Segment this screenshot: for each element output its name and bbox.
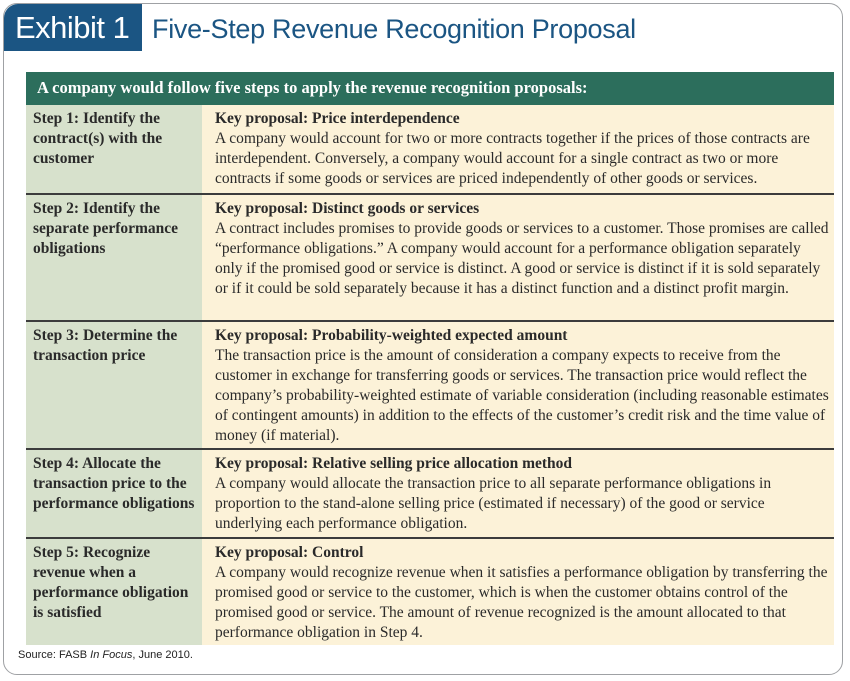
proposal-text: A company would account for two or more contracts together if the prices of those contracts are interdependent. Conversely, a company would account for a single contract as two or more contracts if some goods or services are priced independently of other goods or services. bbox=[215, 130, 810, 187]
step-description bbox=[202, 105, 834, 193]
step-label: Step 4: Allocate the transaction price to the performance obligations bbox=[26, 450, 202, 537]
step-label: Step 1: Identify the contract(s) with the customer bbox=[26, 105, 202, 193]
key-proposal: Key proposal: Price interdependence bbox=[215, 110, 460, 127]
table-header: A company would follow five steps to apply the revenue recognition proposals: bbox=[26, 72, 834, 105]
source-prefix: Source: FASB bbox=[18, 649, 91, 661]
proposal-text: The transaction price is the amount of consideration a company expects to receive from the customer in exchange for transferring goods or services. The transaction price would reflect the company’s probability-weighted estimate of variable consideration (including reasonable estimates of contingent amounts) in addition to the effects of the customer’s credit risk and the time value of money (if material). bbox=[215, 347, 829, 444]
proposal-text: A contract includes promises to provide goods or services to a customer. Those promises are called “performance obligations.” A company would account for a performance obligation separately only if the promised good or service is distinct. A good or service is distinct if it is sold separately or if it could be sold separately because it has a distinct function and a distinct profit margin. bbox=[215, 220, 829, 297]
exhibit-badge: Exhibit 1 bbox=[4, 4, 142, 51]
table-row bbox=[26, 450, 834, 539]
table-row bbox=[26, 322, 834, 450]
step-description bbox=[202, 322, 834, 448]
step-label: Step 5: Recognize revenue when a performance obligation is satisfied bbox=[26, 539, 202, 645]
step-label: Step 2: Identify the separate performance obligations bbox=[26, 195, 202, 320]
step-description bbox=[202, 195, 834, 320]
source-suffix: , June 2010. bbox=[132, 649, 193, 661]
key-proposal: Key proposal: Relative selling price allocation method bbox=[215, 455, 573, 472]
proposal-table bbox=[26, 72, 834, 645]
exhibit-title: Five-Step Revenue Recognition Proposal bbox=[152, 14, 636, 44]
step-description bbox=[202, 450, 834, 537]
proposal-text: A company would recognize revenue when it satisfies a performance obligation by transferring the promised good or service to the customer, which is when the customer obtains control of the promised good or service. The amount of revenue recognized is the amount allocated to that performance obligation in Step 4. bbox=[215, 564, 828, 641]
table-row bbox=[26, 105, 834, 195]
source-publication: In Focus bbox=[90, 649, 133, 661]
source-note bbox=[18, 649, 193, 661]
step-description bbox=[202, 539, 834, 645]
step-label: Step 3: Determine the transaction price bbox=[26, 322, 202, 448]
key-proposal: Key proposal: Control bbox=[215, 544, 364, 561]
table-row bbox=[26, 539, 834, 645]
proposal-text: A company would allocate the transaction price to all separate performance obligations in proportion to the stand-alone selling price (estimated if necessary) of the good or service underlying each performance obligation. bbox=[215, 475, 772, 532]
key-proposal: Key proposal: Probability-weighted expected amount bbox=[215, 327, 568, 344]
key-proposal: Key proposal: Distinct goods or services bbox=[215, 200, 480, 217]
table-row bbox=[26, 195, 834, 322]
